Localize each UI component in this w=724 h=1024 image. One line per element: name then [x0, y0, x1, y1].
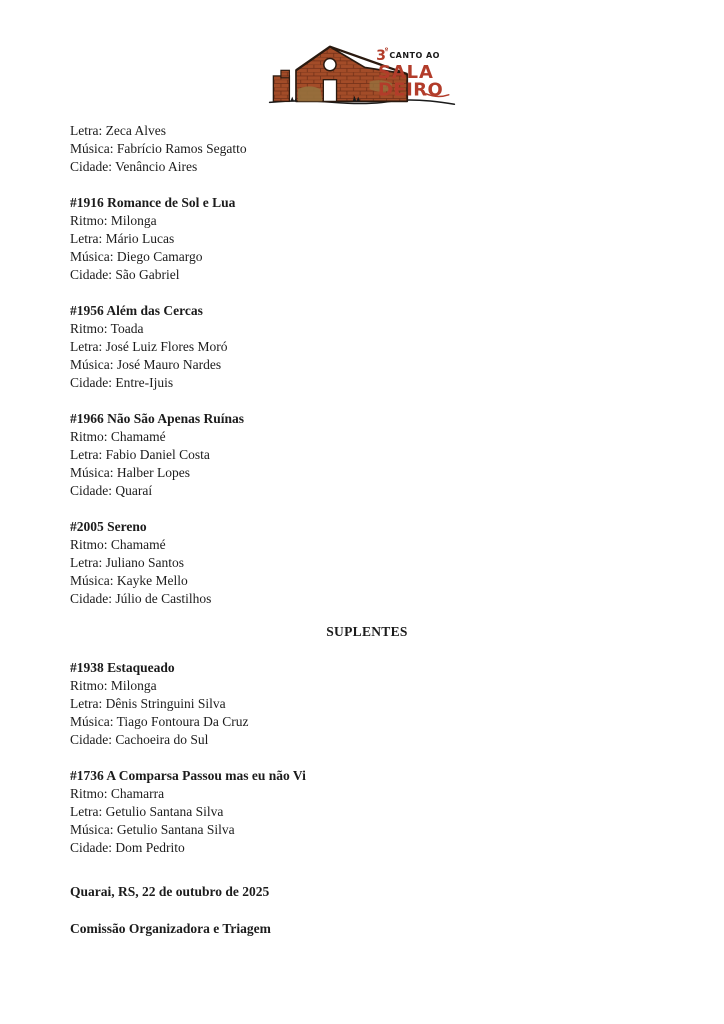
- letra-line: [70, 338, 664, 356]
- musica-value: Tiago Fontoura Da Cruz: [116, 714, 249, 729]
- song-title: [70, 659, 664, 677]
- musica-label: Música:: [70, 573, 114, 588]
- ritmo-value: Chamamé: [110, 537, 166, 552]
- song-entry: [70, 302, 664, 392]
- musica-label: Música:: [70, 714, 114, 729]
- cidade-line: [70, 158, 664, 176]
- letra-label: Letra:: [70, 555, 103, 570]
- ritmo-line: [70, 677, 664, 695]
- letra-value: Fabio Daniel Costa: [105, 447, 210, 462]
- musica-line: [70, 464, 664, 482]
- musica-line: [70, 821, 664, 839]
- song-entry: [70, 194, 664, 284]
- cidade-line: [70, 482, 664, 500]
- ritmo-label: Ritmo:: [70, 213, 108, 228]
- letra-value: Dênis Stringuini Silva: [105, 696, 226, 711]
- song-title: [70, 767, 664, 785]
- song-title: [70, 194, 664, 212]
- musica-value: José Mauro Nardes: [116, 357, 222, 372]
- cidade-label: Cidade:: [70, 732, 112, 747]
- cidade-value: São Gabriel: [115, 267, 180, 282]
- ritmo-label: Ritmo:: [70, 429, 108, 444]
- cidade-label: Cidade:: [70, 840, 112, 855]
- musica-line: [70, 356, 664, 374]
- song-list: [70, 122, 664, 938]
- musica-value: Getulio Santana Silva: [116, 822, 235, 837]
- musica-value: Fabrício Ramos Segatto: [116, 141, 247, 156]
- song-entry: [70, 410, 664, 500]
- letra-label: Letra:: [70, 231, 103, 246]
- letra-line: [70, 803, 664, 821]
- letra-line: [70, 554, 664, 572]
- letra-value: Getulio Santana Silva: [105, 804, 224, 819]
- cidade-label: Cidade:: [70, 267, 112, 282]
- letra-value: José Luiz Flores Moró: [105, 339, 228, 354]
- song-entry-continued: [70, 122, 664, 176]
- song-title: [70, 410, 664, 428]
- ritmo-value: Milonga: [110, 678, 157, 693]
- song-name: Não São Apenas Ruínas: [107, 411, 245, 426]
- suplentes-heading: SUPLENTES: [326, 624, 408, 639]
- ritmo-label: Ritmo:: [70, 321, 108, 336]
- musica-line: [70, 572, 664, 590]
- song-name: Sereno: [107, 519, 147, 534]
- cidade-value: Dom Pedrito: [115, 840, 185, 855]
- cidade-line: [70, 266, 664, 284]
- musica-label: Música:: [70, 465, 114, 480]
- cidade-label: Cidade:: [70, 591, 112, 606]
- cidade-label: Cidade:: [70, 375, 112, 390]
- ritmo-line: [70, 320, 664, 338]
- musica-label: Música:: [70, 141, 114, 156]
- ritmo-label: Ritmo:: [70, 678, 108, 693]
- song-number: #1736: [70, 768, 104, 783]
- letra-line: [70, 230, 664, 248]
- musica-label: Música:: [70, 822, 114, 837]
- cidade-line: [70, 731, 664, 749]
- musica-value: Kayke Mello: [116, 573, 188, 588]
- ritmo-value: Milonga: [110, 213, 157, 228]
- cidade-value: Júlio de Castilhos: [115, 591, 212, 606]
- letra-line: [70, 446, 664, 464]
- logo-deiro-text: DEIRO: [378, 79, 444, 101]
- footer-signature-line: Comissão Organizadora e Triagem: [70, 921, 271, 936]
- song-entry: [70, 767, 664, 857]
- song-number: #1956: [70, 303, 104, 318]
- logo-sala-text: SALA: [378, 61, 434, 83]
- song-name: Romance de Sol e Lua: [107, 195, 236, 210]
- letra-label: Letra:: [70, 339, 103, 354]
- letra-value: Zeca Alves: [105, 123, 166, 138]
- song-number: #1966: [70, 411, 104, 426]
- letra-line: [70, 695, 664, 713]
- ritmo-line: [70, 536, 664, 554]
- cidade-line: [70, 374, 664, 392]
- logo-ordinal: º: [384, 46, 389, 55]
- song-entry: [70, 518, 664, 608]
- cidade-label: Cidade:: [70, 159, 112, 174]
- letra-value: Mário Lucas: [105, 231, 175, 246]
- cidade-value: Entre-Ijuis: [115, 375, 174, 390]
- musica-line: [70, 713, 664, 731]
- ritmo-line: [70, 428, 664, 446]
- event-logo: [0, 0, 724, 108]
- song-number: #1938: [70, 660, 104, 675]
- letra-line: [70, 122, 664, 140]
- cidade-value: Quaraí: [115, 483, 153, 498]
- letra-label: Letra:: [70, 447, 103, 462]
- ritmo-value: Chamarra: [110, 786, 165, 801]
- musica-value: Diego Camargo: [116, 249, 203, 264]
- musica-line: [70, 140, 664, 158]
- musica-value: Halber Lopes: [116, 465, 190, 480]
- logo-canto-ao-text: CANTO AO: [389, 51, 440, 61]
- cidade-line: [70, 590, 664, 608]
- logo-edition-number: 3: [376, 47, 386, 64]
- letra-label: Letra:: [70, 804, 103, 819]
- cidade-value: Cachoeira do Sul: [115, 732, 209, 747]
- cidade-value: Venâncio Aires: [115, 159, 198, 174]
- song-name: A Comparsa Passou mas eu não Vi: [106, 768, 306, 783]
- ritmo-label: Ritmo:: [70, 537, 108, 552]
- song-number: #1916: [70, 195, 104, 210]
- cidade-label: Cidade:: [70, 483, 112, 498]
- musica-line: [70, 248, 664, 266]
- musica-label: Música:: [70, 357, 114, 372]
- song-entry: [70, 659, 664, 749]
- letra-value: Juliano Santos: [105, 555, 184, 570]
- ritmo-value: Toada: [110, 321, 144, 336]
- song-name: Estaqueado: [107, 660, 175, 675]
- saladeiro-barn-logo-icon: [267, 42, 457, 108]
- song-number: #2005: [70, 519, 104, 534]
- song-name: Além das Cercas: [106, 303, 203, 318]
- ritmo-value: Chamamé: [110, 429, 166, 444]
- song-title: [70, 302, 664, 320]
- musica-label: Música:: [70, 249, 114, 264]
- ritmo-label: Ritmo:: [70, 786, 108, 801]
- letra-label: Letra:: [70, 123, 103, 138]
- footer-date-line: Quarai, RS, 22 de outubro de 2025: [70, 884, 270, 899]
- letra-label: Letra:: [70, 696, 103, 711]
- cidade-line: [70, 839, 664, 857]
- ritmo-line: [70, 785, 664, 803]
- ritmo-line: [70, 212, 664, 230]
- song-title: [70, 518, 664, 536]
